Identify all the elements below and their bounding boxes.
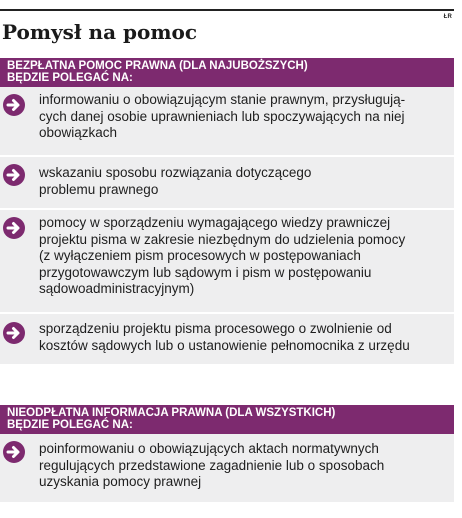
text-line: przygotowawczym lub sądowym i pism w postępowaniu [39, 264, 372, 280]
section-header-line: BĘDZIE POLEGAĆ NA: [7, 72, 133, 84]
text-line: sądowoadministracyjnym) [39, 281, 195, 296]
text-line: cych danej osobie uprawnieniach lub spoczywających na niej [39, 108, 405, 124]
list-item-text [39, 321, 449, 354]
list-item-text [39, 165, 449, 198]
list-item-text [39, 441, 449, 491]
section-header-line: BEZPŁATNA POMOC PRAWNA (DLA NAJUBOŻSZYCH) [7, 60, 308, 72]
section-body [0, 434, 454, 502]
section-header-line: NIEODPŁATNA INFORMACJA PRAWNA (DLA WSZYSTKICH) [7, 407, 336, 419]
section-header-line: BĘDZIE POLEGAĆ NA: [7, 419, 133, 431]
arrow-right-circle-icon [3, 94, 25, 116]
publisher-logo: ŁR [443, 14, 452, 20]
list-item [0, 312, 454, 364]
text-line: poinformowaniu o obowiązujących aktach normatywnych [39, 441, 379, 456]
arrow-right-circle-icon [3, 217, 25, 239]
text-line: informowaniu o obowiązującym stanie prawnym, przysługują- [39, 92, 406, 107]
text-line: problemu prawnego [39, 181, 159, 197]
arrow-right-circle-icon [3, 322, 25, 344]
text-line: uzyskania pomocy prawnej [39, 474, 202, 489]
text-line: kosztów sądowych lub o ustanowienie pełnomocnika z urzędu [39, 337, 410, 353]
section-paid-help [0, 58, 454, 364]
list-item [0, 208, 454, 312]
text-line: (z wyłączeniem pism procesowych w postępowaniach [39, 248, 361, 263]
text-line: obowiązkach [39, 125, 118, 140]
text-line: pomocy w sporządzeniu wymagającego wiedzy prawniczej [39, 215, 391, 230]
text-line: sporządzeniu projektu pisma procesowego o zwolnienie od [39, 321, 392, 336]
arrow-right-circle-icon [3, 164, 25, 186]
top-rule [0, 9, 454, 11]
section-header [0, 58, 454, 87]
section-header [0, 405, 454, 434]
text-line: projektu pisma w zakresie niezbędnym do udzielenia pomocy [39, 231, 406, 247]
list-item [0, 87, 454, 155]
list-item [0, 434, 454, 502]
text-line: wskazaniu sposobu rozwiązania dotyczącego [39, 165, 312, 180]
arrow-right-circle-icon [3, 441, 25, 463]
section-free-information [0, 405, 454, 502]
list-item [0, 155, 454, 208]
list-item-text [39, 215, 449, 298]
text-line: regulujących przedstawione zagadnienie lub o sposobach [39, 457, 385, 473]
section-body [0, 87, 454, 364]
list-item-text [39, 92, 449, 142]
page-title: Pomysł na pomoc [2, 20, 198, 44]
